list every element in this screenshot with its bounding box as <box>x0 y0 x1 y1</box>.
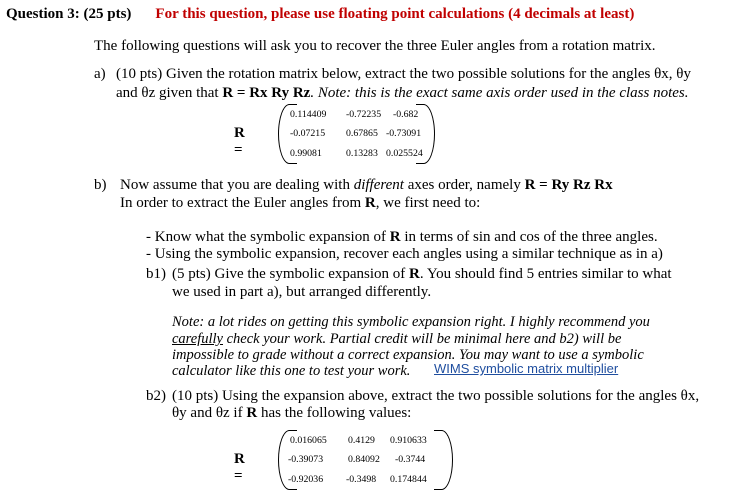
right-paren <box>434 430 453 490</box>
b1-line2: we used in part a), but arranged differently. <box>172 284 432 300</box>
part-b-marker: b) <box>94 177 107 193</box>
matrix-b2-cell: -0.3744 <box>395 454 426 465</box>
bullet-2: - Using the symbolic expansion, recover each angles using a similar technique as in a) <box>146 246 663 262</box>
matrix-b2-cell: 0.016065 <box>290 435 327 446</box>
b2-line1: (10 pts) Using the expansion above, extract the two possible solutions for the angles θx, <box>172 388 700 404</box>
part-a-marker: a) <box>94 66 106 82</box>
matrix-a-label: R = <box>234 125 245 158</box>
matrix-b2-cell: -0.92036 <box>288 474 324 485</box>
b2-marker: b2) <box>146 388 166 404</box>
wims-link[interactable]: WIMS symbolic matrix multiplier <box>434 361 619 376</box>
matrix-a-cell: -0.72235 <box>346 109 382 120</box>
question-instruction: For this question, please use floating point calculations (4 decimals at least) <box>155 6 635 22</box>
matrix-a-cell: -0.07215 <box>290 128 326 139</box>
matrix-a-cell: 0.114409 <box>290 109 327 120</box>
matrix-a-cell: -0.73091 <box>386 128 422 139</box>
part-b-line1: Now assume that you are dealing with different axes order, namely R = Ry Rz Rx <box>120 177 613 193</box>
matrix-a-cell: 0.99081 <box>290 148 322 159</box>
part-a-line2: and θz given that R = Rx Ry Rz. Note: this is the exact same axis order used in the class notes. <box>116 85 689 101</box>
intro-text: The following questions will ask you to recover the three Euler angles from a rotation matrix. <box>94 38 656 54</box>
part-a-line1: (10 pts) Given the rotation matrix below, extract the two possible solutions for the angles θx, θy <box>116 66 691 82</box>
matrix-b2-cell: -0.39073 <box>288 454 324 465</box>
matrix-b2-cell: 0.174844 <box>390 474 427 485</box>
matrix-b2-cell: 0.4129 <box>348 435 375 446</box>
bullet-1: - Know what the symbolic expansion of R in terms of sin and cos of the three angles. <box>146 229 658 245</box>
part-b-line2: In order to extract the Euler angles from R, we first need to: <box>120 195 481 211</box>
question-header <box>6 6 634 23</box>
matrix-b2-cell: 0.910633 <box>390 435 427 446</box>
matrix-b2-cell: -0.3498 <box>346 474 377 485</box>
note-line1: Note: a lot rides on getting this symbolic expansion right. I highly recommend you <box>172 314 650 330</box>
matrix-a-cell: 0.67865 <box>346 128 378 139</box>
matrix-b2-cell: 0.84092 <box>348 454 380 465</box>
note-line2: carefully check your work. Partial credit will be minimal here and b2) will be <box>172 331 622 347</box>
matrix-a-cell: 0.13283 <box>346 148 378 159</box>
b1-line1: (5 pts) Give the symbolic expansion of R. You should find 5 entries similar to what <box>172 266 672 282</box>
matrix-a-cell: -0.682 <box>393 109 419 120</box>
question-number: Question 3: (25 pts) <box>6 6 132 22</box>
matrix-a-cell: 0.025524 <box>386 148 423 159</box>
b1-marker: b1) <box>146 266 166 282</box>
note-line3: impossible to grade without a correct expansion. You may want to use a symbolic <box>172 347 644 363</box>
note-line4: calculator like this one to test your work. <box>172 363 411 379</box>
b2-line2: θy and θz if R has the following values: <box>172 405 412 421</box>
matrix-b2-label: R = <box>234 451 245 484</box>
